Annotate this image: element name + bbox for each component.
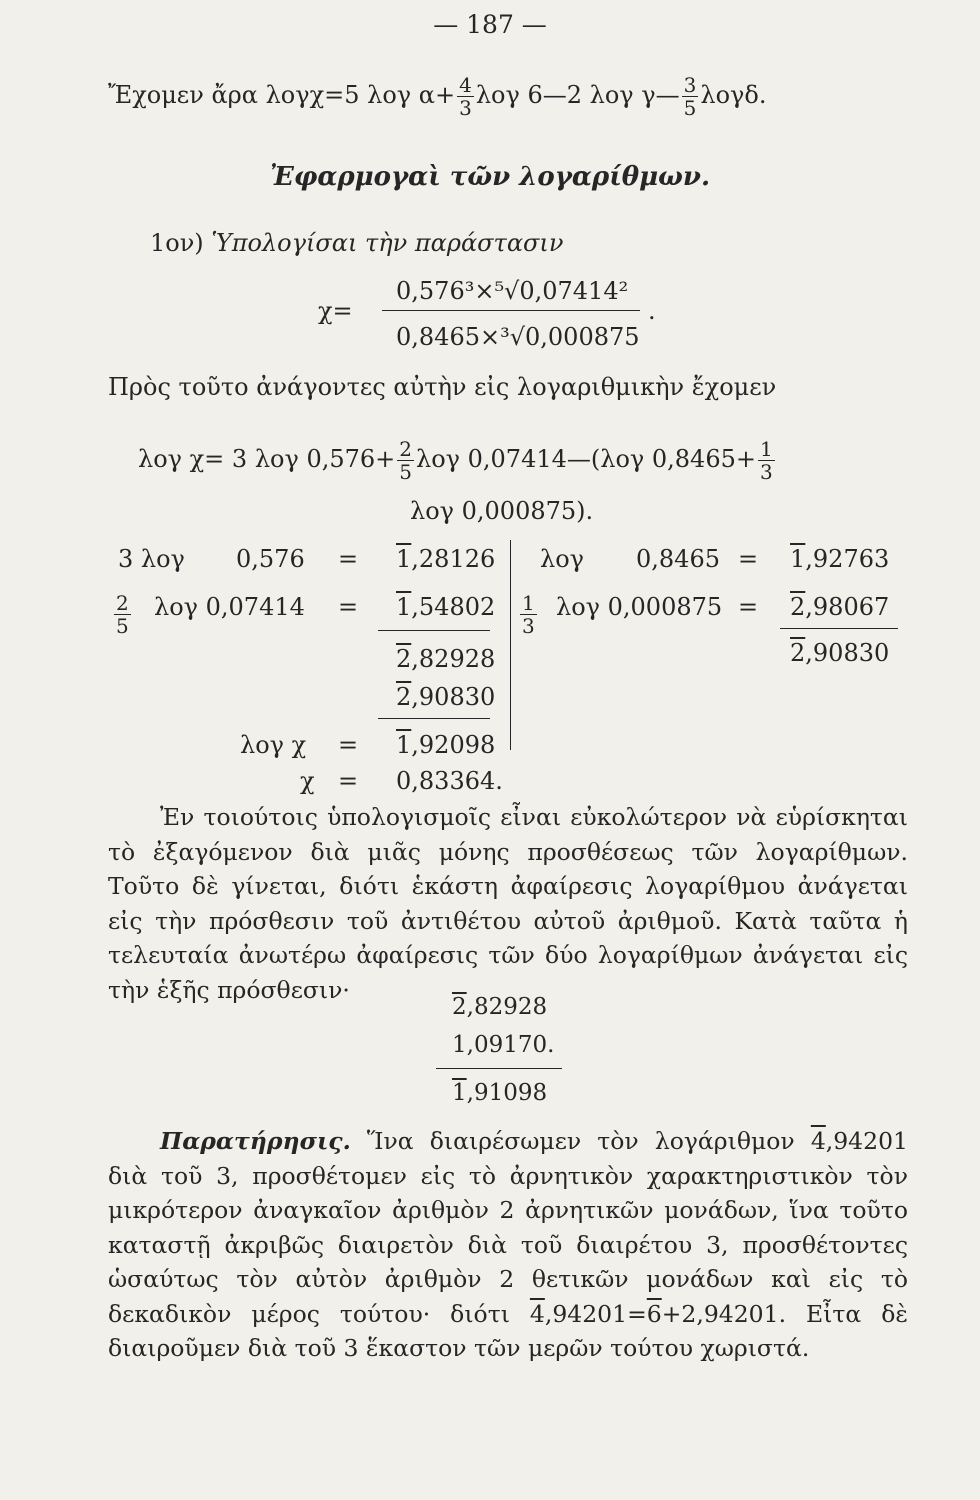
log-equation-continuation: λογ 0,000875). — [410, 497, 594, 525]
remark-text-end: Εἶτα δὲ διαιροῦμεν διὰ τοῦ 3 ἕκαστον τῶν μερῶν τούτου χωριστά. — [108, 1299, 908, 1362]
negative-characteristic: 1 — [396, 593, 412, 621]
remark-text — [108, 1124, 908, 1366]
fraction-denominator: 3 — [522, 614, 535, 638]
fraction-2-5 — [114, 592, 131, 637]
log-fraction-2-5 — [397, 438, 414, 483]
sum-addend-1 — [452, 992, 547, 1022]
mantissa: ,82928 — [466, 994, 548, 1020]
problem-title: Ὑπολογίσαι τὴν παράστασιν — [211, 229, 564, 257]
intro-line — [108, 74, 766, 119]
problem-label: 1ον) — [150, 229, 204, 257]
fraction-denominator: 3 — [459, 96, 472, 120]
intro-middle: λογ 6—2 λογ γ— — [475, 81, 680, 109]
expression-fraction-bar — [382, 310, 640, 311]
negative-characteristic: 2 — [452, 994, 467, 1020]
remark-paragraph — [108, 1124, 908, 1366]
calc-left-r6-eq: = — [338, 767, 359, 795]
calc-right-r1-value — [790, 544, 889, 574]
negative-characteristic: 6 — [646, 1299, 662, 1328]
expression-numerator: 0,576³×⁵√0,07414² — [396, 277, 629, 305]
mantissa: ,90830 — [411, 683, 496, 711]
calc-left-r5-label: λογ χ — [240, 731, 307, 759]
remark-text-before: Ἵνα διαιρέσωμεν τὸν λογάριθμον — [350, 1127, 811, 1155]
mantissa: ,94201= — [544, 1299, 647, 1328]
mantissa: ,91098 — [466, 1080, 548, 1106]
mantissa: ,92098 — [411, 731, 496, 759]
expression-denominator: 0,8465×³√0,000875 — [396, 323, 640, 351]
log-equation-start: λογ χ= 3 λογ 0,576+ — [138, 445, 396, 473]
fraction-denominator: 5 — [116, 614, 129, 638]
log-equation-mid: λογ 0,07414—(λογ 0,8465+ — [416, 445, 756, 473]
calc-left-r5-eq: = — [338, 731, 359, 759]
calc-left-r2-eq: = — [338, 593, 359, 621]
calc-left-r4-value — [396, 682, 495, 712]
mantissa: ,28126 — [411, 545, 496, 573]
page-number: — 187 — — [433, 10, 547, 39]
calc-right-r1-eq: = — [738, 545, 759, 573]
mantissa: ,54802 — [411, 593, 496, 621]
calc-right-r2-eq: = — [738, 593, 759, 621]
calc-left-r3-value — [396, 644, 495, 674]
calc-left-r6-value: 0,83364. — [396, 767, 503, 795]
calc-left-r1-arg: 0,576 — [236, 545, 305, 573]
negative-characteristic: 4 — [529, 1299, 545, 1328]
paragraph-1 — [108, 800, 908, 1007]
calc-left-r1-label: 3 λογ — [118, 545, 185, 573]
calc-right-r2-fraction — [518, 592, 539, 637]
intro-suffix: λογδ. — [700, 81, 767, 109]
remark-label: Παρατήρησις. — [160, 1127, 351, 1155]
paragraph-1-text: Ἐν τοιούτοις ὑπολογισμοῖς εἶναι εὐκολώτερον νὰ εὑρίσκηται τὸ ἐξαγόμενον διὰ μιᾶς μόνης προσθέσεως τῶν λογαρίθμων. Τοῦτο δὲ γίνεται, διότι ἑκάστη ἀφαίρεσις λογαρίθμου ἀνάγεται εἰς τὴν πρόσθεσιν τοῦ ἀντιθέτου αὐτοῦ ἀριθμοῦ. Κατὰ ταῦτα ἡ τελευταία ἀνωτέρω ἀφαίρεσις τῶν δύο λογαρίθμων ἀνάγεται εἰς τὴν ἑξῆς πρόσθεσιν· — [108, 803, 908, 1004]
calc-right-r2-value — [790, 592, 889, 622]
calc-left-sum-rule-1 — [378, 630, 490, 631]
calc-right-r1-label: λογ — [540, 545, 585, 573]
sum-addend-2: 1,09170. — [452, 1032, 555, 1058]
mantissa: ,90830 — [805, 639, 890, 667]
calc-left-r6-label: χ — [300, 767, 315, 795]
mantissa: ,92763 — [805, 545, 890, 573]
intro-fraction-3-5 — [682, 74, 699, 119]
section-heading: Ἐφαρμογαὶ τῶν λογαρίθμων. — [269, 162, 711, 192]
negative-characteristic: 1 — [396, 731, 412, 759]
fraction-numerator: 3 — [683, 73, 697, 97]
calc-left-r1-value — [396, 544, 495, 574]
negative-characteristic: 1 — [396, 545, 412, 573]
fraction-numerator: 1 — [522, 591, 535, 615]
log-fraction-1-3 — [758, 438, 775, 483]
negative-characteristic: 1 — [452, 1080, 467, 1106]
calc-left-r2-label: λογ 0,07414 — [154, 593, 305, 621]
sum-result — [452, 1078, 547, 1108]
log-equation — [138, 438, 777, 483]
mantissa: ,82928 — [411, 645, 496, 673]
negative-characteristic: 1 — [790, 545, 806, 573]
fraction-numerator: 2 — [116, 591, 129, 615]
mantissa: ,94201 — [825, 1127, 908, 1155]
intro-fraction-4-3 — [457, 74, 474, 119]
calc-left-r2-fraction — [112, 592, 133, 637]
mantissa: ,98067 — [805, 593, 890, 621]
remark-text-mid: διὰ τοῦ 3, προσθέτομεν εἰς τὸ ἀρνητικὸν χαρακτηριστικὸν τὸν μικρότερον ἀναγκαῖον ἀριθμὸν 2 ἀρνητικῶν μονάδων, ἵνα τοῦτο καταστῇ ἀκριβῶς διαιρετὸν διὰ τοῦ διαιρέτου 3, προσθέτοντες ὡσαύτως τὸν αὐτὸν ἀριθμὸν 2 θετικῶν μονάδων καὶ εἰς τὸ δεκαδικὸν μέρος τούτου· διότι — [108, 1161, 908, 1328]
calc-right-sum-rule — [780, 628, 898, 629]
calc-left-r5-value — [396, 730, 495, 760]
calc-left-sum-rule-2 — [378, 718, 490, 719]
fraction-denominator: 5 — [683, 96, 697, 120]
negative-characteristic: 4 — [810, 1127, 826, 1155]
calc-left-r1-eq: = — [338, 545, 359, 573]
negative-characteristic: 2 — [790, 639, 806, 667]
fraction-denominator: 3 — [759, 460, 773, 484]
calc-left-r2-value — [396, 592, 495, 622]
calc-right-r2-label: λογ 0,000875 — [556, 593, 723, 621]
expression-dot: . — [648, 297, 656, 325]
negative-characteristic: 2 — [396, 683, 412, 711]
negative-characteristic: 2 — [396, 645, 412, 673]
fraction-denominator: 5 — [399, 460, 412, 484]
fraction-numerator: 1 — [759, 437, 773, 461]
problem-statement — [150, 228, 563, 258]
calc-right-r3-value — [790, 638, 889, 668]
sum-rule — [436, 1068, 562, 1069]
column-divider — [510, 540, 511, 750]
negative-characteristic: 2 — [790, 593, 806, 621]
transition-text: Πρὸς τοῦτο ἀνάγοντες αὐτὴν εἰς λογαριθμικὴν ἔχομεν — [108, 373, 777, 401]
intro-prefix: Ἔχομεν ἄρα λογχ=5 λογ α+ — [108, 81, 456, 109]
equation-rest: +2,94201. — [661, 1299, 787, 1328]
calc-right-r1-arg: 0,8465 — [636, 545, 720, 573]
fraction-1-3 — [520, 592, 537, 637]
expression-lhs: χ= — [318, 297, 353, 325]
fraction-numerator: 2 — [399, 437, 412, 461]
fraction-numerator: 4 — [459, 73, 472, 97]
